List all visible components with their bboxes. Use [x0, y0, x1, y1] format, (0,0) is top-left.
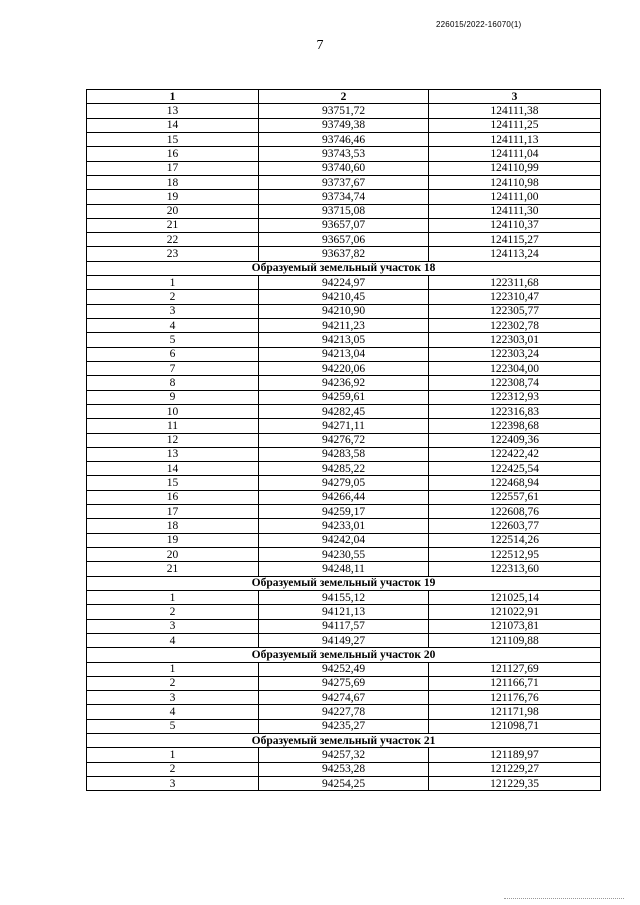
- y-coordinate-cell: 121189,97: [429, 748, 601, 762]
- y-coordinate-cell: 121109,88: [429, 633, 601, 647]
- x-coordinate-cell: 93715,08: [259, 204, 429, 218]
- y-coordinate-cell: 121127,69: [429, 662, 601, 676]
- x-coordinate-cell: 94242,04: [259, 533, 429, 547]
- y-coordinate-cell: 122468,94: [429, 476, 601, 490]
- x-coordinate-cell: 94213,05: [259, 333, 429, 347]
- x-coordinate-cell: 94254,25: [259, 777, 429, 791]
- point-number-cell: 3: [87, 619, 259, 633]
- y-coordinate-cell: 124110,37: [429, 218, 601, 232]
- point-number-cell: 12: [87, 433, 259, 447]
- x-coordinate-cell: 94236,92: [259, 376, 429, 390]
- x-coordinate-cell: 94283,58: [259, 447, 429, 461]
- point-number-cell: 18: [87, 519, 259, 533]
- x-coordinate-cell: 94253,28: [259, 762, 429, 776]
- point-number-cell: 9: [87, 390, 259, 404]
- table-row: [87, 347, 601, 361]
- y-coordinate-cell: 121229,27: [429, 762, 601, 776]
- section-row: [87, 648, 601, 662]
- y-coordinate-cell: 122514,26: [429, 533, 601, 547]
- x-coordinate-cell: 94235,27: [259, 719, 429, 733]
- point-number-cell: 13: [87, 104, 259, 118]
- x-coordinate-cell: 94259,17: [259, 505, 429, 519]
- y-coordinate-cell: 122305,77: [429, 304, 601, 318]
- point-number-cell: 14: [87, 462, 259, 476]
- section-row: [87, 261, 601, 275]
- point-number-cell: 1: [87, 662, 259, 676]
- point-number-cell: 3: [87, 777, 259, 791]
- point-number-cell: 7: [87, 361, 259, 375]
- table-row: [87, 290, 601, 304]
- x-coordinate-cell: 93734,74: [259, 190, 429, 204]
- point-number-cell: 3: [87, 691, 259, 705]
- point-number-cell: 4: [87, 319, 259, 333]
- y-coordinate-cell: 124115,27: [429, 233, 601, 247]
- x-coordinate-cell: 94274,67: [259, 691, 429, 705]
- y-coordinate-cell: 121176,76: [429, 691, 601, 705]
- point-number-cell: 2: [87, 605, 259, 619]
- y-coordinate-cell: 122425,54: [429, 462, 601, 476]
- table-row: [87, 719, 601, 733]
- point-number-cell: 16: [87, 490, 259, 504]
- y-coordinate-cell: 121229,35: [429, 777, 601, 791]
- table-row: [87, 218, 601, 232]
- point-number-cell: 11: [87, 419, 259, 433]
- point-number-cell: 19: [87, 190, 259, 204]
- x-coordinate-cell: 94275,69: [259, 676, 429, 690]
- point-number-cell: 15: [87, 132, 259, 146]
- section-title: Образуемый земельный участок 21: [87, 734, 601, 748]
- x-coordinate-cell: 94155,12: [259, 590, 429, 604]
- x-coordinate-cell: 94220,06: [259, 361, 429, 375]
- y-coordinate-cell: 122308,74: [429, 376, 601, 390]
- x-coordinate-cell: 93737,67: [259, 175, 429, 189]
- point-number-cell: 16: [87, 147, 259, 161]
- y-coordinate-cell: 124110,98: [429, 175, 601, 189]
- table-row: [87, 433, 601, 447]
- table-row: [87, 276, 601, 290]
- column-header-2: 2: [259, 90, 429, 104]
- point-number-cell: 15: [87, 476, 259, 490]
- y-coordinate-cell: 122311,68: [429, 276, 601, 290]
- y-coordinate-cell: 124113,24: [429, 247, 601, 261]
- y-coordinate-cell: 124111,30: [429, 204, 601, 218]
- table-row: [87, 304, 601, 318]
- table-row: [87, 104, 601, 118]
- point-number-cell: 5: [87, 719, 259, 733]
- x-coordinate-cell: 94285,22: [259, 462, 429, 476]
- table-row: [87, 204, 601, 218]
- x-coordinate-cell: 94252,49: [259, 662, 429, 676]
- table-row: [87, 548, 601, 562]
- y-coordinate-cell: 121022,91: [429, 605, 601, 619]
- x-coordinate-cell: 94210,90: [259, 304, 429, 318]
- y-coordinate-cell: 122557,61: [429, 490, 601, 504]
- point-number-cell: 10: [87, 404, 259, 418]
- y-coordinate-cell: 121025,14: [429, 590, 601, 604]
- point-number-cell: 8: [87, 376, 259, 390]
- table-row: [87, 762, 601, 776]
- x-coordinate-cell: 94282,45: [259, 404, 429, 418]
- point-number-cell: 1: [87, 748, 259, 762]
- x-coordinate-cell: 93751,72: [259, 104, 429, 118]
- point-number-cell: 14: [87, 118, 259, 132]
- table-header-row: [87, 90, 601, 104]
- y-coordinate-cell: 124110,99: [429, 161, 601, 175]
- x-coordinate-cell: 94227,78: [259, 705, 429, 719]
- y-coordinate-cell: 124111,00: [429, 190, 601, 204]
- x-coordinate-cell: 93740,60: [259, 161, 429, 175]
- x-coordinate-cell: 93749,38: [259, 118, 429, 132]
- point-number-cell: 20: [87, 204, 259, 218]
- table-row: [87, 748, 601, 762]
- table-row: [87, 390, 601, 404]
- y-coordinate-cell: 122312,93: [429, 390, 601, 404]
- x-coordinate-cell: 93746,46: [259, 132, 429, 146]
- y-coordinate-cell: 121098,71: [429, 719, 601, 733]
- point-number-cell: 13: [87, 447, 259, 461]
- y-coordinate-cell: 122310,47: [429, 290, 601, 304]
- y-coordinate-cell: 122608,76: [429, 505, 601, 519]
- point-number-cell: 20: [87, 548, 259, 562]
- y-coordinate-cell: 122422,42: [429, 447, 601, 461]
- x-coordinate-cell: 94213,04: [259, 347, 429, 361]
- table-row: [87, 361, 601, 375]
- table-row: [87, 705, 601, 719]
- y-coordinate-cell: 122303,01: [429, 333, 601, 347]
- table-row: [87, 147, 601, 161]
- point-number-cell: 5: [87, 333, 259, 347]
- table-row: [87, 619, 601, 633]
- y-coordinate-cell: 122603,77: [429, 519, 601, 533]
- point-number-cell: 22: [87, 233, 259, 247]
- table-row: [87, 404, 601, 418]
- x-coordinate-cell: 94248,11: [259, 562, 429, 576]
- section-title: Образуемый земельный участок 18: [87, 261, 601, 275]
- section-row: [87, 734, 601, 748]
- y-coordinate-cell: 122409,36: [429, 433, 601, 447]
- x-coordinate-cell: 94266,44: [259, 490, 429, 504]
- x-coordinate-cell: 94271,11: [259, 419, 429, 433]
- table-row: [87, 233, 601, 247]
- x-coordinate-cell: 94230,55: [259, 548, 429, 562]
- table-row: [87, 447, 601, 461]
- point-number-cell: 2: [87, 290, 259, 304]
- x-coordinate-cell: 94279,05: [259, 476, 429, 490]
- point-number-cell: 4: [87, 633, 259, 647]
- table-row: [87, 777, 601, 791]
- table-row: [87, 319, 601, 333]
- x-coordinate-cell: 93657,07: [259, 218, 429, 232]
- table-row: [87, 190, 601, 204]
- table-row: [87, 519, 601, 533]
- table-row: [87, 376, 601, 390]
- table-row: [87, 633, 601, 647]
- y-coordinate-cell: 122302,78: [429, 319, 601, 333]
- x-coordinate-cell: 94210,45: [259, 290, 429, 304]
- point-number-cell: 23: [87, 247, 259, 261]
- x-coordinate-cell: 93743,53: [259, 147, 429, 161]
- section-row: [87, 576, 601, 590]
- y-coordinate-cell: 122313,60: [429, 562, 601, 576]
- x-coordinate-cell: 94117,57: [259, 619, 429, 633]
- table-row: [87, 590, 601, 604]
- footer-mark: [504, 898, 624, 901]
- point-number-cell: 2: [87, 676, 259, 690]
- x-coordinate-cell: 94149,27: [259, 633, 429, 647]
- x-coordinate-cell: 94276,72: [259, 433, 429, 447]
- section-title: Образуемый земельный участок 19: [87, 576, 601, 590]
- column-header-3: 3: [429, 90, 601, 104]
- x-coordinate-cell: 94257,32: [259, 748, 429, 762]
- column-header-1: 1: [87, 90, 259, 104]
- table-row: [87, 333, 601, 347]
- point-number-cell: 3: [87, 304, 259, 318]
- y-coordinate-cell: 124111,38: [429, 104, 601, 118]
- y-coordinate-cell: 124111,13: [429, 132, 601, 146]
- table-row: [87, 490, 601, 504]
- x-coordinate-cell: 93657,06: [259, 233, 429, 247]
- point-number-cell: 1: [87, 590, 259, 604]
- table-row: [87, 562, 601, 576]
- y-coordinate-cell: 121166,71: [429, 676, 601, 690]
- y-coordinate-cell: 124111,04: [429, 147, 601, 161]
- point-number-cell: 21: [87, 562, 259, 576]
- point-number-cell: 19: [87, 533, 259, 547]
- table-row: [87, 132, 601, 146]
- y-coordinate-cell: 122316,83: [429, 404, 601, 418]
- point-number-cell: 1: [87, 276, 259, 290]
- x-coordinate-cell: 94224,97: [259, 276, 429, 290]
- y-coordinate-cell: 122398,68: [429, 419, 601, 433]
- x-coordinate-cell: 94259,61: [259, 390, 429, 404]
- table-row: [87, 118, 601, 132]
- point-number-cell: 17: [87, 505, 259, 519]
- y-coordinate-cell: 121073,81: [429, 619, 601, 633]
- y-coordinate-cell: 122304,00: [429, 361, 601, 375]
- table-row: [87, 605, 601, 619]
- point-number-cell: 18: [87, 175, 259, 189]
- table-row: [87, 161, 601, 175]
- table-row: [87, 691, 601, 705]
- point-number-cell: 21: [87, 218, 259, 232]
- y-coordinate-cell: 124111,25: [429, 118, 601, 132]
- table-row: [87, 676, 601, 690]
- x-coordinate-cell: 94233,01: [259, 519, 429, 533]
- section-title: Образуемый земельный участок 20: [87, 648, 601, 662]
- table-row: [87, 419, 601, 433]
- table-body: [87, 104, 601, 791]
- y-coordinate-cell: 121171,98: [429, 705, 601, 719]
- point-number-cell: 17: [87, 161, 259, 175]
- table-row: [87, 462, 601, 476]
- y-coordinate-cell: 122303,24: [429, 347, 601, 361]
- point-number-cell: 4: [87, 705, 259, 719]
- table-row: [87, 247, 601, 261]
- table-row: [87, 505, 601, 519]
- x-coordinate-cell: 93637,82: [259, 247, 429, 261]
- coordinates-table: [86, 89, 601, 791]
- x-coordinate-cell: 94121,13: [259, 605, 429, 619]
- point-number-cell: 2: [87, 762, 259, 776]
- table-row: [87, 175, 601, 189]
- table-row: [87, 662, 601, 676]
- x-coordinate-cell: 94211,23: [259, 319, 429, 333]
- document-number: 226015/2022-16070(1): [436, 20, 522, 29]
- point-number-cell: 6: [87, 347, 259, 361]
- page-number: 7: [316, 38, 324, 53]
- table-row: [87, 476, 601, 490]
- table-row: [87, 533, 601, 547]
- y-coordinate-cell: 122512,95: [429, 548, 601, 562]
